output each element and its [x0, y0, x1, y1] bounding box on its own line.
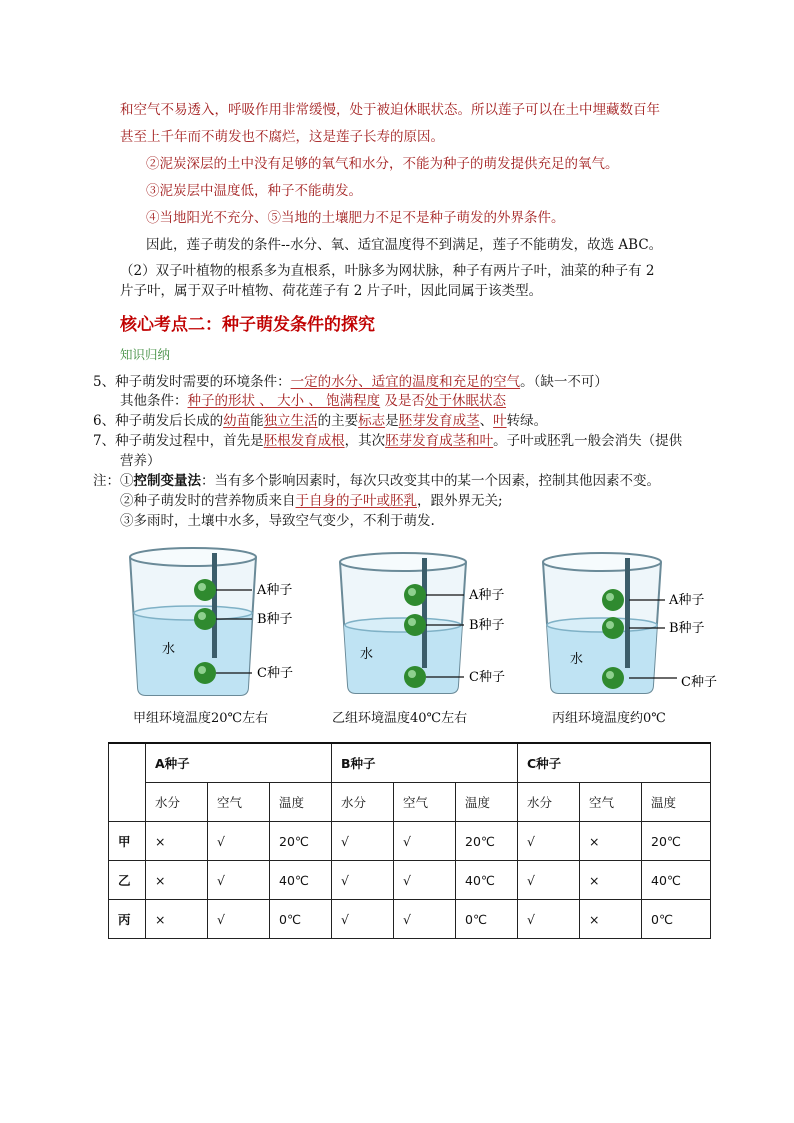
seed-label-c: C种子	[681, 675, 717, 690]
table-cell: √	[394, 861, 456, 900]
table-row	[109, 900, 711, 939]
table-cell: 40℃	[270, 861, 332, 900]
answer-item-2: ②泥炭深层的土中没有足够的氧气和水分，不能为种子的萌发提供充足的氧气。	[146, 156, 619, 172]
point-7: 7、种子萌发过程中，首先是胚根发育成根，其次胚芽发育成茎和叶。子叶或胚乳一般会消失（提供	[93, 433, 683, 449]
water-label: 水	[570, 652, 584, 667]
table-subheader: 水分	[146, 783, 208, 822]
seed-label-b: B种子	[669, 621, 705, 636]
point-5: 5、种子萌发时需要的环境条件：一定的水分、适宜的温度和充足的空气。（缺一不可）	[93, 374, 608, 390]
table-group-cell: 乙	[109, 861, 146, 900]
table-cell: √	[394, 900, 456, 939]
table-subheader: 温度	[270, 783, 332, 822]
table-row	[109, 861, 711, 900]
table-cell: √	[518, 861, 580, 900]
table-seed-header: C种子	[518, 743, 711, 783]
table-subheader: 温度	[642, 783, 711, 822]
table-cell: 20℃	[642, 822, 711, 861]
table-cell: √	[208, 822, 270, 861]
seed-label-a: A种子	[257, 583, 293, 598]
table-row	[109, 822, 711, 861]
table-cell: √	[518, 900, 580, 939]
table-subheader: 水分	[332, 783, 394, 822]
question2-line: （2）双子叶植物的根系多为直根系，叶脉多为网状脉，种子有两片子叶，油菜的种子有 2	[120, 263, 655, 279]
table-cell: 0℃	[270, 900, 332, 939]
seed-label-c: C种子	[257, 666, 293, 681]
table-cell: 20℃	[270, 822, 332, 861]
table-seed-header: A种子	[146, 743, 332, 783]
table-cell: ×	[580, 861, 642, 900]
table-subheader: 空气	[208, 783, 270, 822]
table-group-cell: 甲	[109, 822, 146, 861]
table-cell: ×	[146, 900, 208, 939]
knowledge-label: 知识归纳	[120, 347, 171, 362]
answer-item-3: ③泥炭层中温度低，种子不能萌发。	[146, 183, 362, 199]
seed-label-b: B种子	[257, 612, 293, 627]
table-cell: ×	[580, 900, 642, 939]
table-subheader: 空气	[394, 783, 456, 822]
table-cell: 40℃	[642, 861, 711, 900]
table-header-row	[109, 743, 711, 783]
point-other-conditions: 其他条件：种子的形状 、 大小 、 饱满程度 及是否处于休眠状态	[120, 393, 506, 409]
figure-caption-bing: 丙组环境温度约0℃	[552, 711, 666, 726]
paragraph-line: 甚至上千年而不萌发也不腐烂，这是莲子长寿的原因。	[120, 129, 444, 145]
point-6: 6、种子萌发后长成的幼苗能独立生活的主要标志是胚芽发育成茎、叶转绿。	[93, 413, 548, 429]
beaker-illustration-bing	[535, 550, 735, 700]
table-cell: √	[208, 861, 270, 900]
table-cell: √	[332, 900, 394, 939]
table-cell: ×	[580, 822, 642, 861]
point-7-continued: 营养）	[120, 453, 161, 469]
seed-label-a: A种子	[469, 588, 505, 603]
table-cell: 0℃	[456, 900, 518, 939]
seed-label-b: B种子	[469, 618, 505, 633]
table-cell: √	[208, 900, 270, 939]
water-label: 水	[360, 647, 374, 662]
section-heading: 核心考点二：种子萌发条件的探究	[120, 315, 375, 335]
table-subheader: 温度	[456, 783, 518, 822]
conclusion-line: 因此，莲子萌发的条件--水分、氧、适宜温度得不到满足，莲子不能萌发，故选 ABC。	[146, 237, 663, 253]
seed-conditions-table	[108, 742, 711, 939]
table-cell: 20℃	[456, 822, 518, 861]
figure-caption-jia: 甲组环境温度20℃左右	[133, 711, 269, 726]
figure-caption-yi: 乙组环境温度40℃左右	[332, 711, 468, 726]
seed-label-c: C种子	[469, 670, 505, 685]
question2-line: 片子叶，属于双子叶植物、荷花莲子有 2 片子叶，因此同属于该类型。	[120, 283, 543, 299]
table-seed-header: B种子	[332, 743, 518, 783]
beaker-illustration-jia	[120, 545, 315, 700]
table-cell: ×	[146, 822, 208, 861]
paragraph-line: 和空气不易透入，呼吸作用非常缓慢，处于被迫休眠状态。所以莲子可以在土中埋藏数百年	[120, 102, 660, 118]
note-1: 注：①控制变量法：当有多个影响因素时，每次只改变其中的某一个因素，控制其他因素不变。	[93, 473, 660, 489]
table-cell: ×	[146, 861, 208, 900]
table-cell: √	[332, 861, 394, 900]
answer-item-4: ④当地阳光不充分、⑤当地的土壤肥力不足不是种子萌发的外界条件。	[146, 210, 565, 226]
table-subheader: 空气	[580, 783, 642, 822]
seed-label-a: A种子	[669, 593, 705, 608]
table-subheader: 水分	[518, 783, 580, 822]
water-label: 水	[162, 642, 176, 657]
table-cell: 40℃	[456, 861, 518, 900]
table-subheader-row	[109, 783, 711, 822]
table-group-cell: 丙	[109, 900, 146, 939]
table-cell: √	[394, 822, 456, 861]
note-2: ②种子萌发时的营养物质来自于自身的子叶或胚乳，跟外界无关;	[120, 493, 503, 509]
beaker-illustration-yi	[330, 550, 525, 700]
table-cell: √	[518, 822, 580, 861]
table-cell: 0℃	[642, 900, 711, 939]
table-cell: √	[332, 822, 394, 861]
table-corner-cell	[109, 743, 146, 822]
note-3: ③多雨时，土壤中水多，导致空气变少，不利于萌发.	[120, 513, 435, 529]
